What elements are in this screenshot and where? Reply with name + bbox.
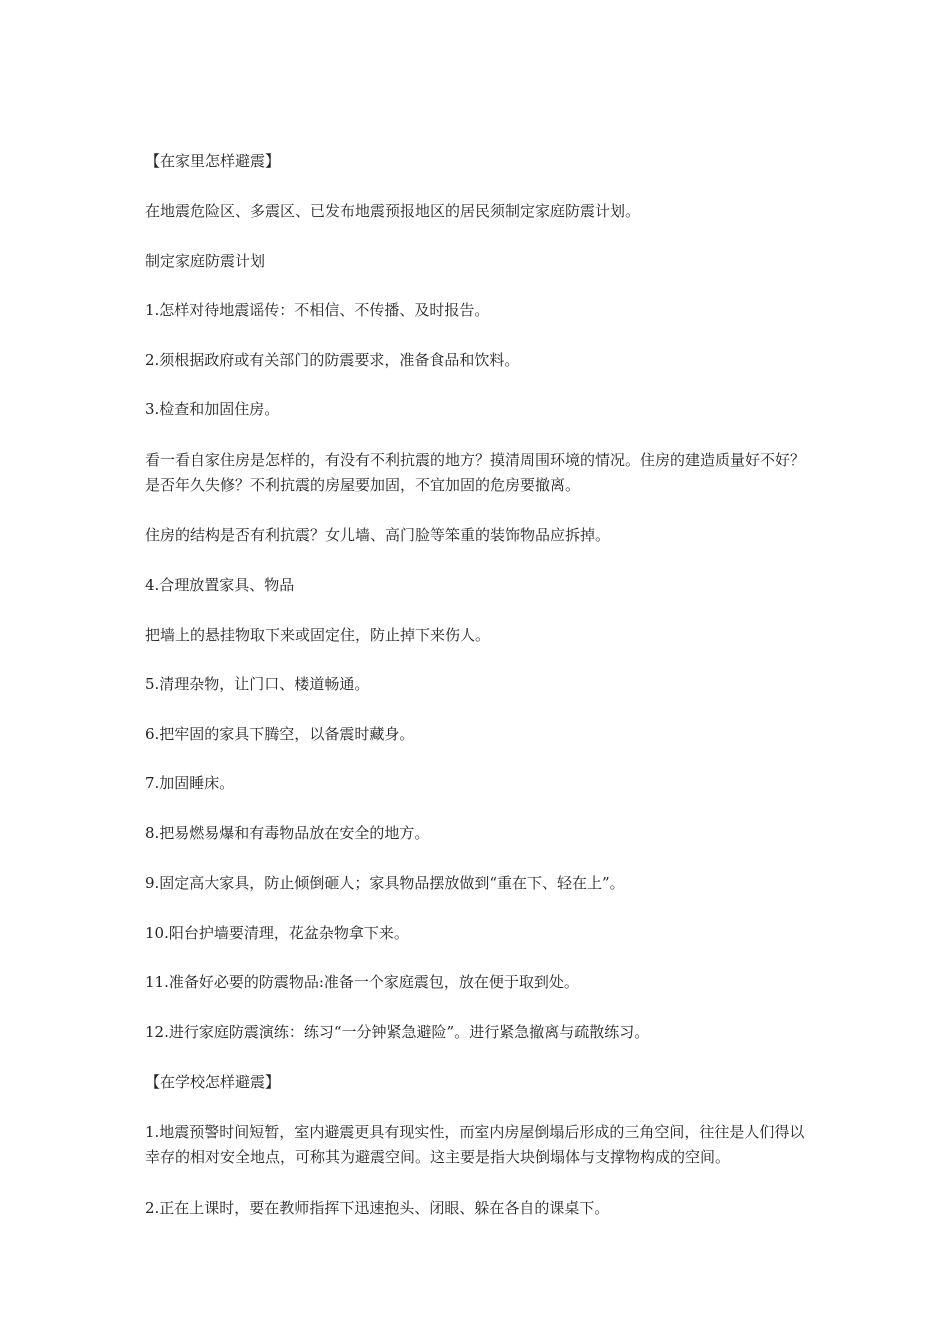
list-item-7: 7.加固睡床。 — [145, 774, 235, 792]
school-item-1: 1.地震预警时间短暂，室内避震更具有现实性，而室内房屋倒塌后形成的三角空间，往往是人们得以幸存的相对安全地点，可称其为避震空间。这主要是指大块倒塌体与支撑物构成的空间。 — [145, 1123, 805, 1166]
list-item-4: 4.合理放置家具、物品 — [145, 576, 295, 594]
list-item-11: 11.准备好必要的防震物品:准备一个家庭震包，放在便于取到处。 — [145, 973, 579, 991]
list-item-3-detail: 看一看自家住房是怎样的，有没有不利抗震的地方？摸清周围环境的情况。住房的建造质量好不好？是否年久失修？不利抗震的房屋要加固，不宜加固的危房要撤离。 — [145, 451, 806, 494]
school-item-2: 2.正在上课时，要在教师指挥下迅速抱头、闭眼、躲在各自的课桌下。 — [145, 1199, 610, 1217]
list-item-8: 8.把易燃易爆和有毒物品放在安全的地方。 — [145, 824, 430, 842]
list-item-3-structure: 住房的结构是否有利抗震？女儿墙、高门脸等笨重的装饰物品应拆掉。 — [145, 526, 611, 544]
list-item-9: 9.固定高大家具，防止倾倒砸人；家具物品摆放做到“重在下、轻在上”。 — [145, 874, 625, 892]
list-item-2: 2.须根据政府或有关部门的防震要求，准备食品和饮料。 — [145, 351, 520, 369]
list-item-3: 3.检查和加固住房。 — [145, 400, 280, 418]
intro-paragraph: 在地震危险区、多震区、已发布地震预报地区的居民须制定家庭防震计划。 — [145, 202, 641, 220]
school-section-heading: 【在学校怎样避震】 — [145, 1073, 281, 1091]
list-item-4-detail: 把墙上的悬挂物取下来或固定住，防止掉下来伤人。 — [145, 626, 491, 644]
list-item-5: 5.清理杂物，让门口、楼道畅通。 — [145, 675, 370, 693]
list-item-1: 1.怎样对待地震谣传：不相信、不传播、及时报告。 — [145, 301, 490, 319]
list-item-6: 6.把牢固的家具下腾空，以备震时藏身。 — [145, 725, 415, 743]
list-item-12: 12.进行家庭防震演练：练习“一分钟紧急避险”。进行紧急撤离与疏散练习。 — [145, 1023, 650, 1041]
list-item-10: 10.阳台护墙要清理，花盆杂物拿下来。 — [145, 924, 409, 942]
home-section-heading: 【在家里怎样避震】 — [145, 152, 281, 170]
plan-title: 制定家庭防震计划 — [145, 252, 266, 270]
